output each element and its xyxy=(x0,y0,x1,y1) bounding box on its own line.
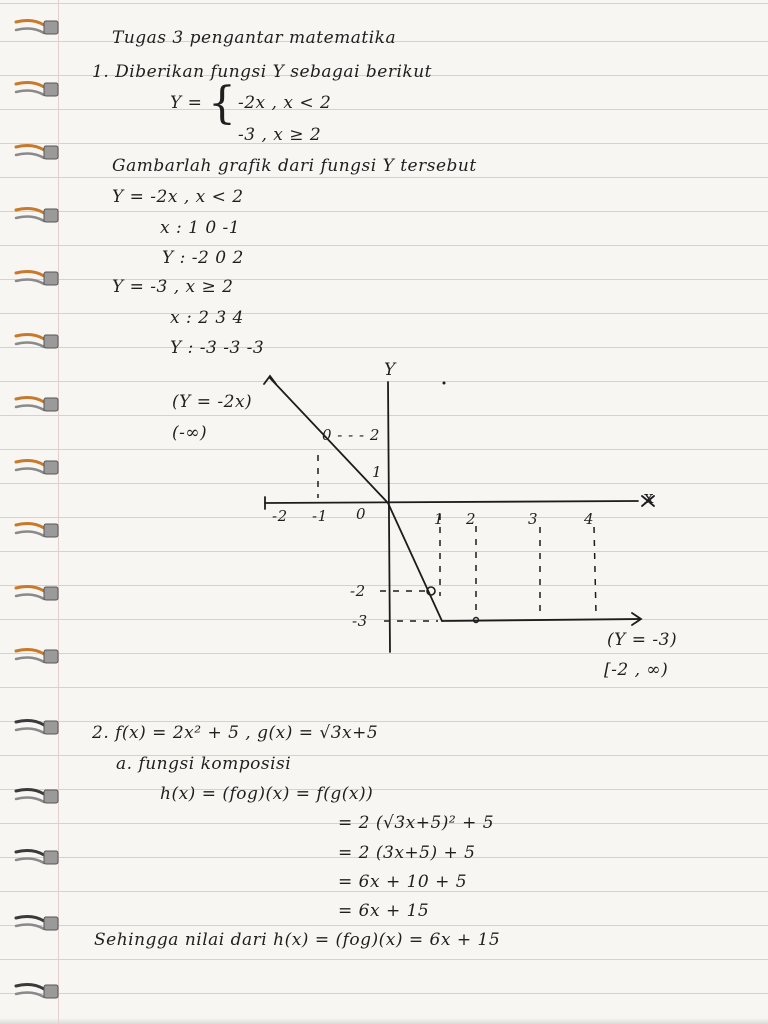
tick-x-2: 2 xyxy=(466,510,477,528)
tick-x-4: 4 xyxy=(584,510,595,528)
q2-sub-a: a. fungsi komposisi xyxy=(116,754,292,774)
q1-instruction: Gambarlah grafik dari fungsi Y tersebut xyxy=(112,156,477,176)
tick-x-0: 0 xyxy=(356,505,367,523)
q2-step-5: = 6x + 15 xyxy=(338,901,430,921)
case-brace: { xyxy=(208,78,237,129)
page-bottom-edge xyxy=(0,1018,768,1024)
tick-x-3: 3 xyxy=(528,510,539,528)
tick-y-neg2: -2 xyxy=(350,582,366,600)
dash-x-4 xyxy=(594,527,596,614)
tick-x-neg1: -1 xyxy=(312,507,328,525)
line-y-neg3 xyxy=(442,619,640,621)
graph-label-right-1: (Y = -3) xyxy=(607,630,678,650)
q2-step-1: h(x) = (fog)(x) = f(g(x)) xyxy=(160,784,374,804)
q2-step-3: = 2 (3x+5) + 5 xyxy=(338,843,476,863)
q1-statement: 1. Diberikan fungsi Y sebagai berikut xyxy=(92,62,432,82)
q1-part1-definition: Y = -2x , x < 2 xyxy=(112,187,244,207)
graph-label-left-1: (Y = -2x) xyxy=(172,392,253,412)
q1-part2-y-values: Y : -3 -3 -3 xyxy=(170,338,265,358)
q1-part1-x-values: x : 1 0 -1 xyxy=(160,218,241,238)
q1-case-1: -2x , x < 2 xyxy=(238,93,332,113)
q2-conclusion: Sehingga nilai dari h(x) = (fog)(x) = 6x + 15 xyxy=(94,930,501,950)
q1-part2-x-values: x : 2 3 4 xyxy=(170,308,244,328)
x-axis xyxy=(265,501,638,503)
tick-x-neg2: -2 xyxy=(272,507,288,525)
q1-case-2: -3 , x ≥ 2 xyxy=(238,125,322,145)
graph-y-label: Y xyxy=(384,360,396,380)
tick-y-1: 1 xyxy=(372,463,383,481)
y-axis xyxy=(388,382,390,652)
q1-y-equals: Y = xyxy=(170,93,203,113)
tick-y-neg3: -3 xyxy=(352,612,368,630)
graph-point-top: 0 - - - 2 xyxy=(322,426,380,444)
stray-dot xyxy=(443,382,446,385)
page-title: Tugas 3 pengantar matematika xyxy=(112,28,397,48)
tick-x-1: 1 xyxy=(434,510,445,528)
graph-label-right-2: [-2 , ∞) xyxy=(604,660,669,680)
graph-x-label: x xyxy=(644,488,655,508)
q1-part2-definition: Y = -3 , x ≥ 2 xyxy=(112,277,234,297)
q1-part1-y-values: Y : -2 0 2 xyxy=(162,248,244,268)
q2-statement: 2. f(x) = 2x² + 5 , g(x) = √3x+5 xyxy=(92,723,379,743)
arrow-upper-left xyxy=(264,376,276,384)
q2-step-2: = 2 (√3x+5)² + 5 xyxy=(338,813,495,833)
graph-label-left-2: (-∞) xyxy=(172,423,208,443)
q2-step-4: = 6x + 10 + 5 xyxy=(338,872,468,892)
